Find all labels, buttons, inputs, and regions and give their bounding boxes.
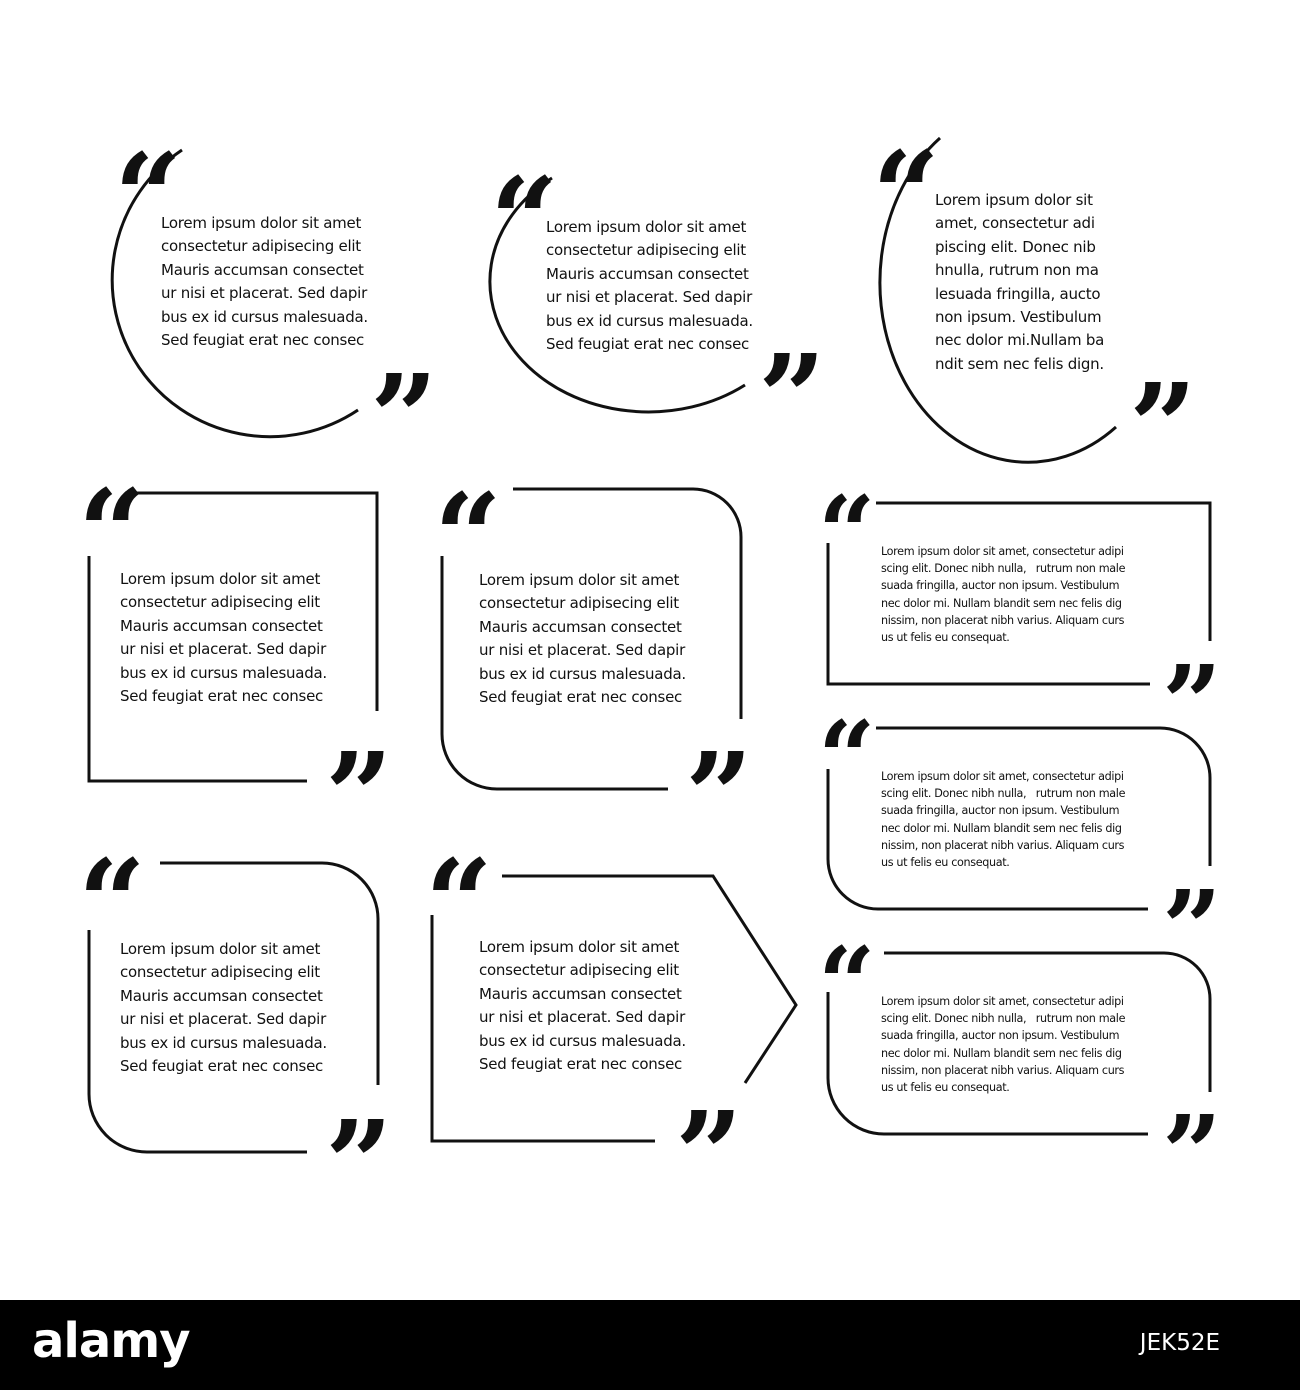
close-quote-icon: ” [1162,867,1222,990]
close-quote-icon: ” [325,1094,393,1233]
open-quote-icon: “ [818,474,876,592]
wide-rect-quote-text: Lorem ipsum dolor sit amet, consectetur adipi scing elit. Donec nibh nulla, rutrum non male suada fringilla, auctor non ipsum. Vestibulum nec dolor mi. Nullam blandit sem nec felis dig nissim, non placerat nibh varius. Aliquam curs us ut felis eu consequat. [881,545,1126,645]
circle-quote-text: Lorem ipsum dolor sit amet consectetur adipisecing elit Mauris accumsan consectet ur nisi et placerat. Sed dapir bus ex id cursus malesuada. Sed feugiat erat nec consec [161,214,368,350]
close-quote-icon: ” [1162,1092,1222,1215]
close-quote-icon: ” [675,1085,743,1224]
open-quote-icon: “ [818,699,876,817]
wide-leaf-rect-quote-text: Lorem ipsum dolor sit amet, consectetur adipi scing elit. Donec nibh nulla, rutrum non male suada fringilla, auctor non ipsum. Vestibulum nec dolor mi. Nullam blandit sem nec felis dig nissim, non placerat nibh varius. Aliquam curs us ut felis eu consequat. [881,995,1126,1095]
close-quote-icon: ” [1162,642,1222,765]
open-quote-icon: “ [114,127,182,266]
open-quote-icon: “ [78,833,146,972]
square-quote-text: Lorem ipsum dolor sit amet consectetur adipisecing elit Mauris accumsan consectet ur nisi et placerat. Sed dapir bus ex id cursus malesuada. Sed feugiat erat nec consec [120,570,327,706]
image-code: JEK52E [1139,1330,1220,1356]
open-quote-icon: “ [425,833,493,972]
alamy-logo: alamy [32,1313,190,1369]
open-quote-icon: “ [78,463,146,602]
open-quote-icon: “ [872,125,940,264]
wide-rounded-rect-quote-text: Lorem ipsum dolor sit amet, consectetur adipi scing elit. Donec nibh nulla, rutrum non male suada fringilla, auctor non ipsum. Vestibulum nec dolor mi. Nullam blandit sem nec felis dig nissim, non placerat nibh varius. Aliquam curs us ut felis eu consequat. [881,770,1126,870]
arrow-quote-text: Lorem ipsum dolor sit amet consectetur adipisecing elit Mauris accumsan consectet ur nisi et placerat. Sed dapir bus ex id cursus malesuada. Sed feugiat erat nec consec [479,938,686,1074]
close-quote-icon: ” [325,726,393,865]
close-quote-icon: ” [758,328,826,467]
close-quote-icon: ” [370,348,438,487]
rounded-square-quote-text: Lorem ipsum dolor sit amet consectetur adipisecing elit Mauris accumsan consectet ur nisi et placerat. Sed dapir bus ex id cursus malesuada. Sed feugiat erat nec consec [479,571,686,707]
tall-ellipse-quote-text: Lorem ipsum dolor sit amet, consectetur adi piscing elit. Donec nib hnulla, rutrum non ma lesuada fringilla, aucto non ipsum. Vestibulum nec dolor mi.Nullam ba ndit sem nec felis dign. [935,191,1105,373]
close-quote-icon: ” [685,726,753,865]
close-quote-icon: ” [1129,357,1197,496]
open-quote-icon: “ [818,925,876,1043]
leaf-square-quote-text: Lorem ipsum dolor sit amet consectetur adipisecing elit Mauris accumsan consectet ur nisi et placerat. Sed dapir bus ex id cursus malesuada. Sed feugiat erat nec consec [120,940,327,1076]
open-quote-icon: “ [434,467,502,606]
watermark-footer [0,1300,1300,1390]
wide-ellipse-quote-text: Lorem ipsum dolor sit amet consectetur adipisecing elit Mauris accumsan consectet ur nisi et placerat. Sed dapir bus ex id cursus malesuada. Sed feugiat erat nec consec [546,218,753,354]
open-quote-icon: “ [490,151,558,290]
